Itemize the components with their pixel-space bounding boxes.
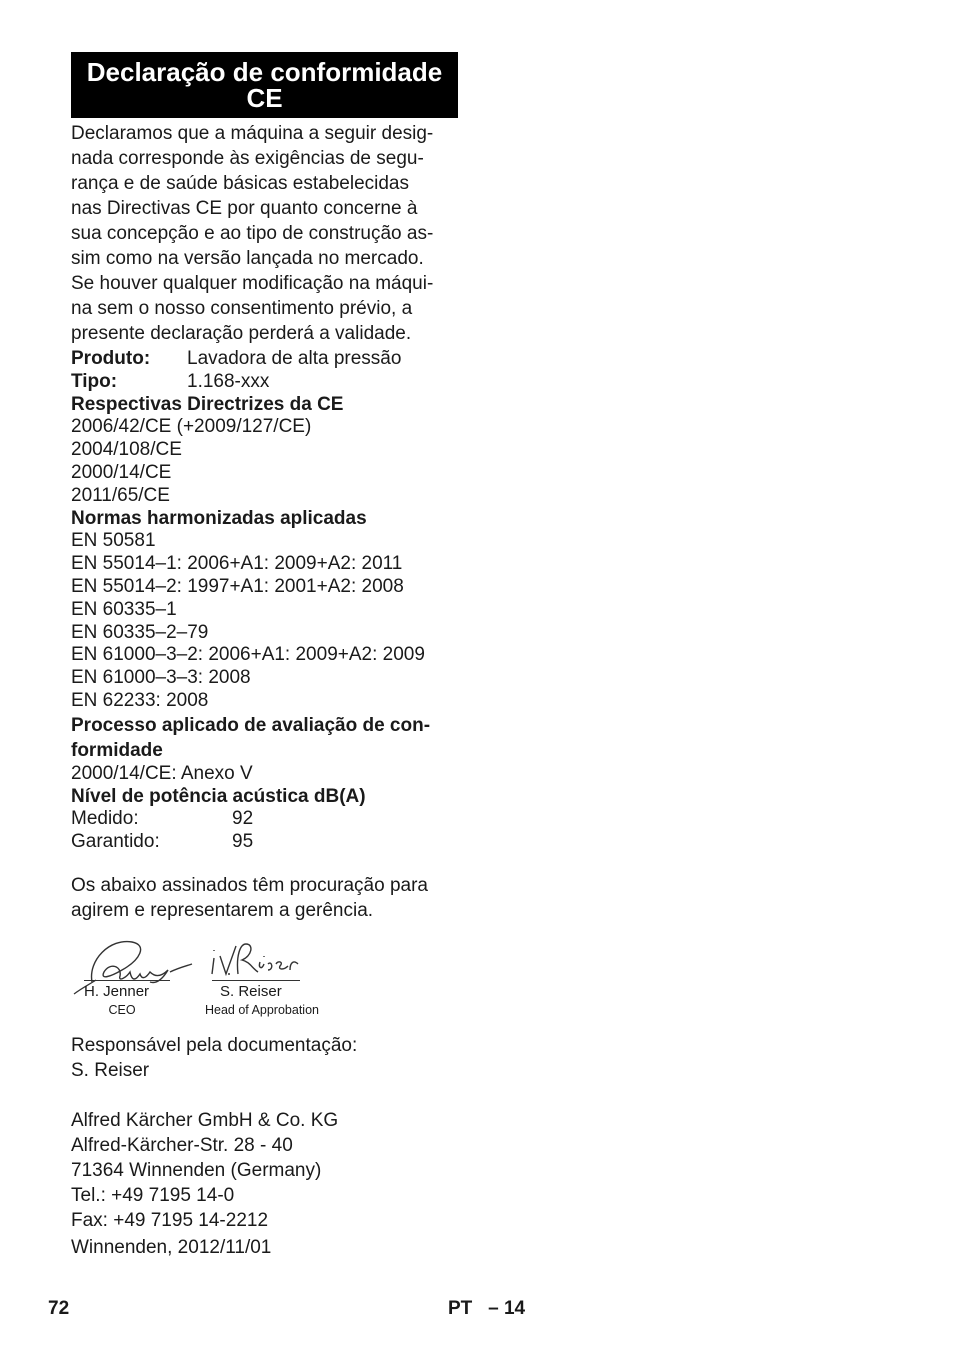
product-label: Produto: — [71, 348, 151, 369]
address-line: Fax: +49 7195 14-2212 — [71, 1210, 269, 1231]
intro-line: sim como na versão lançada no mercado. — [71, 248, 424, 269]
intro-paragraph — [71, 121, 463, 346]
sound-guaranteed-row — [71, 831, 463, 854]
section-page-label: PT – 14 — [448, 1298, 526, 1319]
sound-measured-value: 92 — [232, 808, 254, 830]
documentation-label: Responsável pela documentação: — [71, 1035, 358, 1056]
documentation-name: S. Reiser — [71, 1060, 150, 1081]
address-line: 71364 Winnenden (Germany) — [71, 1160, 322, 1181]
page-number: 72 — [48, 1298, 70, 1319]
sound-measured-label: Medido: — [71, 808, 139, 830]
assessment-value: 2000/14/CE: Anexo V — [71, 762, 253, 784]
standard-item: EN 50581 — [71, 530, 156, 552]
product-row — [71, 348, 463, 371]
intro-line: nas Directivas CE por quanto concerne à — [71, 198, 418, 219]
address-line: Alfred-Kärcher-Str. 28 - 40 — [71, 1135, 293, 1156]
signatory-role-reiser: Head of Approbation — [205, 1003, 319, 1017]
signature-line-jenner — [84, 980, 170, 981]
sound-measured-row — [71, 808, 463, 831]
intro-line: nada corresponde às exigências de segu- — [71, 148, 424, 169]
address-block — [71, 1108, 463, 1260]
intro-line: presente declaração perderá a validade. — [71, 323, 412, 344]
type-row — [71, 371, 463, 394]
heading-line-2: CE — [246, 83, 283, 113]
standard-item: EN 60335–2–79 — [71, 621, 209, 643]
standard-item: EN 55014–1: 2006+A1: 2009+A2: 2011 — [71, 553, 403, 575]
standards-heading: Normas harmonizadas aplicadas — [71, 507, 367, 529]
assessment-heading-line-2: formidade — [71, 739, 163, 761]
directive-item: 2004/108/CE — [71, 439, 182, 461]
address-line: Alfred Kärcher GmbH & Co. KG — [71, 1110, 339, 1131]
standard-item: EN 62233: 2008 — [71, 689, 209, 711]
declaration-heading — [71, 52, 458, 118]
signatory-role-jenner: CEO — [108, 1003, 136, 1017]
directive-item: 2006/42/CE (+2009/127/CE) — [71, 416, 312, 438]
sound-guaranteed-value: 95 — [232, 831, 254, 853]
signatory-name-jenner: H. Jenner — [84, 983, 150, 1000]
standard-item: EN 55014–2: 1997+A1: 2001+A2: 2008 — [71, 575, 404, 597]
intro-line: na sem o nosso consentimento prévio, a — [71, 298, 413, 319]
signatory-name-reiser: S. Reiser — [220, 983, 282, 1000]
standard-item: EN 61000–3–2: 2006+A1: 2009+A2: 2009 — [71, 644, 425, 666]
type-value: 1.168-xxx — [187, 370, 270, 392]
heading-line-1: Declaração de conformidade — [86, 57, 443, 87]
signature-reiser — [206, 936, 306, 980]
directive-item: 2011/65/CE — [71, 484, 170, 506]
directives-heading: Respectivas Directrizes da CE — [71, 393, 344, 415]
sound-heading: Nível de potência acústica dB(A) — [71, 785, 366, 807]
signatories-text — [71, 873, 463, 923]
specifications — [71, 348, 463, 854]
product-value: Lavadora de alta pressão — [187, 348, 402, 369]
intro-line: Se houver qualquer modificação na máqui- — [71, 273, 434, 294]
documentation-block — [71, 1033, 463, 1083]
address-line: Tel.: +49 7195 14-0 — [71, 1185, 235, 1206]
signatories-line: Os abaixo assinados têm procuração para — [71, 875, 428, 896]
standard-item: EN 61000–3–3: 2008 — [71, 667, 251, 689]
intro-line: Declaramos que a máquina a seguir desig- — [71, 123, 434, 144]
directive-item: 2000/14/CE — [71, 461, 172, 483]
assessment-heading-line-1: Processo aplicado de avaliação de con- — [71, 714, 431, 736]
standard-item: EN 60335–1 — [71, 598, 177, 620]
signatories-line: agirem e representarem a gerência. — [71, 900, 374, 921]
signature-line-reiser — [212, 980, 300, 981]
type-label: Tipo: — [71, 370, 118, 392]
place-date: Winnenden, 2012/11/01 — [71, 1237, 272, 1258]
intro-line: sua concepção e ao tipo de construção as- — [71, 223, 434, 244]
intro-line: rança e de saúde básicas estabelecidas — [71, 173, 410, 194]
sound-guaranteed-label: Garantido: — [71, 831, 160, 853]
